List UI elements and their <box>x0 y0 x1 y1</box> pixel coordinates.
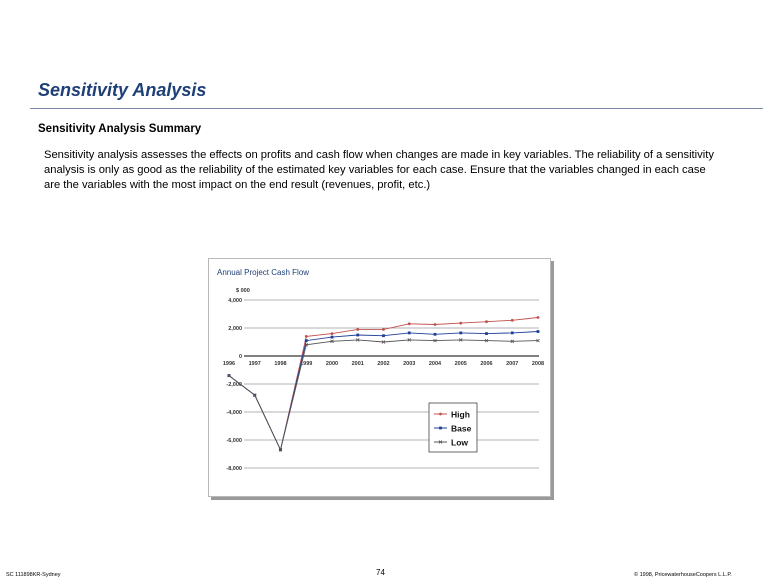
x-tick-label: 1997 <box>248 361 261 367</box>
x-tick-label: 2000 <box>325 361 339 367</box>
page-title: Sensitivity Analysis <box>38 80 207 100</box>
x-tick-label: 2001 <box>351 361 364 367</box>
x-tick-label: 1999 <box>300 361 313 367</box>
cash-flow-chart <box>209 259 550 496</box>
y-tick-label: 4,000 <box>228 298 242 304</box>
data-point-base <box>331 336 334 339</box>
page-number: 74 <box>376 568 385 577</box>
body-paragraph: Sensitivity analysis assesses the effects on profits and cash flow when changes are made in key variables. The reliability of a sensitivity analysis is only as good as the reliability of the estimated key variables for each case. Ensure that the variables changed in each case are the variables with the most impact on the end result (revenues, profit, etc.) <box>44 149 714 191</box>
footer-source: SC 111898KR-Sydney <box>6 572 61 578</box>
data-point-base <box>305 339 308 342</box>
y-tick-label: -8,000 <box>226 466 242 472</box>
section-subtitle: Sensitivity Analysis Summary <box>38 123 202 135</box>
data-point-base <box>382 334 385 337</box>
data-point-high <box>382 328 385 331</box>
data-point-base <box>408 332 411 335</box>
y-tick-label: -6,000 <box>226 438 242 444</box>
legend-label-low: Low <box>451 437 468 448</box>
y-tick-label: 0 <box>238 354 242 360</box>
legend-label-base: Base <box>451 423 472 434</box>
x-tick-label: 2006 <box>480 361 493 367</box>
title-rule <box>30 108 763 109</box>
data-point-base <box>434 333 437 336</box>
data-point-base <box>356 334 359 337</box>
y-tick-label: 2,000 <box>228 326 242 332</box>
legend-swatch-marker <box>439 413 442 416</box>
data-point-base <box>511 332 514 335</box>
x-tick-label: 2008 <box>531 361 545 367</box>
chart-frame <box>208 258 551 497</box>
data-point-high <box>511 319 514 322</box>
data-point-high <box>537 316 540 319</box>
data-point-base <box>485 332 488 335</box>
data-point-base <box>537 330 540 333</box>
x-tick-label: 2004 <box>428 361 442 367</box>
data-point-high <box>305 335 308 338</box>
y-tick-label: -4,000 <box>226 410 242 416</box>
x-tick-label: 2005 <box>454 361 467 367</box>
x-tick-label: 1996 <box>222 361 236 367</box>
footer-copyright: © 1998, PricewaterhouseCoopers L.L.P. <box>634 572 732 578</box>
y-tick-label: -2,000 <box>226 382 242 388</box>
data-point-base <box>459 332 462 335</box>
data-point-high <box>434 323 437 326</box>
chart-title: Annual Project Cash Flow <box>217 268 310 277</box>
data-point-high <box>356 328 359 331</box>
data-point-high <box>485 320 488 323</box>
legend-label-high: High <box>451 409 470 420</box>
data-point-high <box>331 332 334 335</box>
legend-swatch-marker <box>439 427 442 430</box>
x-tick-label: 1998 <box>274 361 287 367</box>
y-axis-unit-label: $ 000 <box>236 288 250 294</box>
series-line-base <box>229 332 538 450</box>
data-point-high <box>408 322 411 325</box>
x-tick-label: 2003 <box>403 361 416 367</box>
x-tick-label: 2002 <box>377 361 390 367</box>
x-tick-label: 2007 <box>506 361 519 367</box>
data-point-high <box>459 322 462 325</box>
